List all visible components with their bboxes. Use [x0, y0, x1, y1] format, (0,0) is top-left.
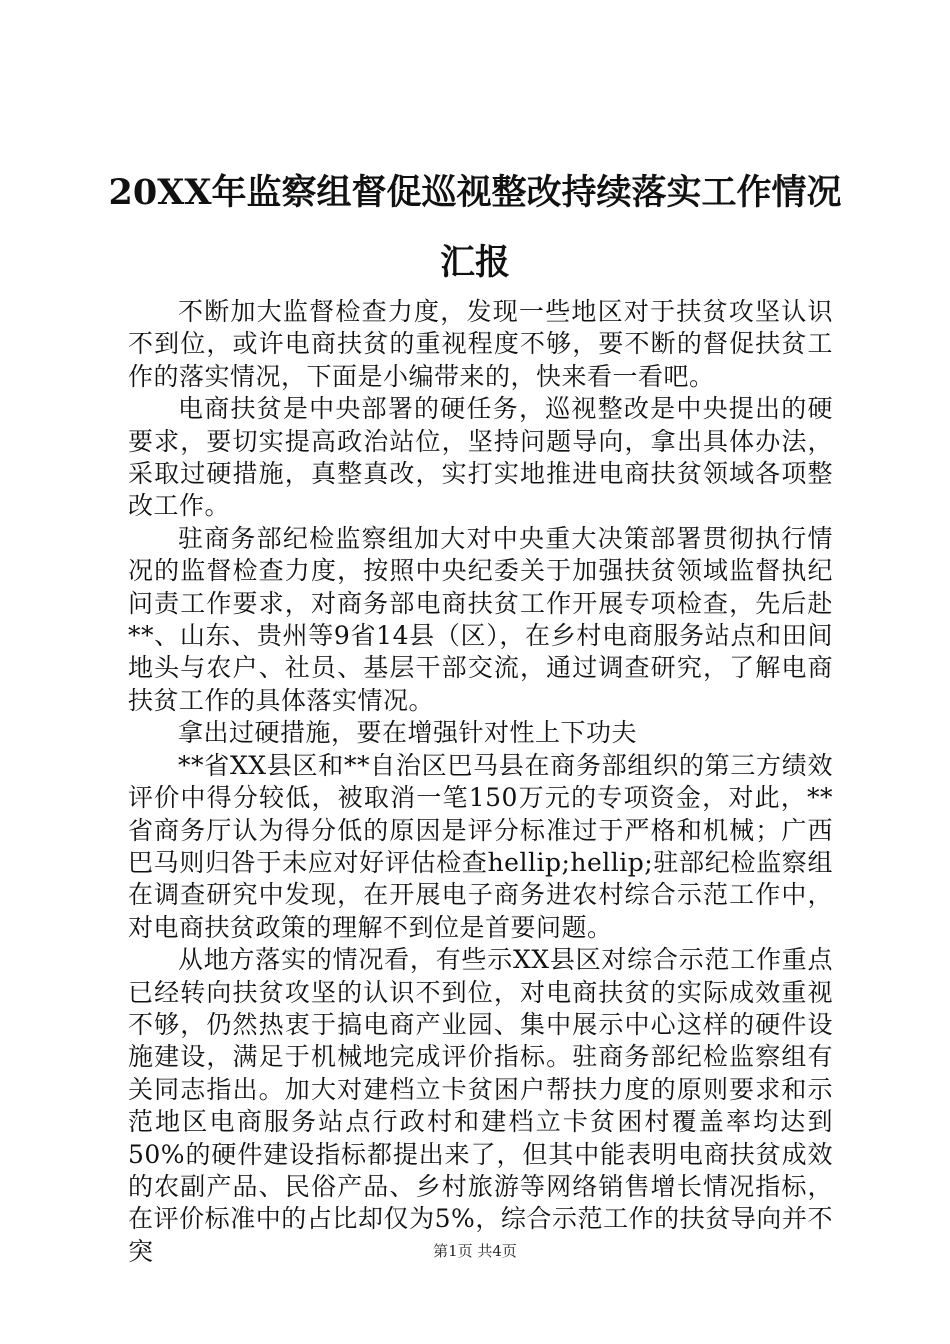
document-title: 20XX年监察组督促巡视整改持续落实工作情况汇报: [108, 172, 842, 283]
paragraph-intro: 不断加大监督检查力度，发现一些地区对于扶贫攻坚认识不到位，或许电商扶贫的重视程度不够，要不断的督促扶贫工作的落实情况，下面是小编带来的，快来看一看吧。: [128, 297, 833, 391]
paragraph-analysis: 从地方落实的情况看，有些示XX县区对综合示范工作重点已经转向扶贫攻坚的认识不到位，对电商扶贫的实际成效重视不够，仍然热衷于搞电商产业园、集中展示中心这样的硬件设施建设，满足于机械地完成评价指标。驻商务部纪检监察组有关同志指出。加大对建档立卡贫困户帮扶力度的原则要求和示范地区电商服务站点行政村和建档立卡贫困村覆盖率均达到50%的硬件建设指标都提出来了，但其中能表明电商扶贫成效的农副产品、民俗产品、乡村旅游等网络销售增长情况指标，在评价标准中的占比却仅为5%，综合示范工作的扶贫导向并不突: [128, 945, 833, 1266]
paragraph-case: **省XX县区和**自治区巴马县在商务部组织的第三方绩效评价中得分较低，被取消一笔150万元的专项资金，对此，**省商务厅认为得分低的原因是评分标准过于严格和机械；广西巴马则归咎于未应对好评估检查hellip;hellip;驻部纪检监察组在调查研究中发现，在开展电子商务进农村综合示范工作中，对电商扶贫政策的理解不到位是首要问题。: [128, 750, 833, 942]
document-body: [128, 296, 833, 1268]
paragraph-task: 电商扶贫是中央部署的硬任务，巡视整改是中央提出的硬要求，要切实提高政治站位，坚持问题导向，拿出具体办法，采取过硬措施，真整真改，实打实地推进电商扶贫领域各项整改工作。: [128, 394, 833, 521]
paragraph-subheading: 拿出过硬措施，要在增强针对性上下功夫: [178, 718, 638, 748]
paragraph-inspection: 驻商务部纪检监察组加大对中央重大决策部署贯彻执行情况的监督检查力度，按照中央纪委关于加强扶贫领域监督执纪问责工作要求，对商务部电商扶贫工作开展专项检查，先后赴**、山东、贵州等9省14县（区），在乡村电商服务站点和田间地头与农户、社员、基层干部交流，通过调查研究，了解电商扶贫工作的具体落实情况。: [128, 523, 833, 715]
page-footer: 第1页 共4页: [433, 1242, 517, 1260]
